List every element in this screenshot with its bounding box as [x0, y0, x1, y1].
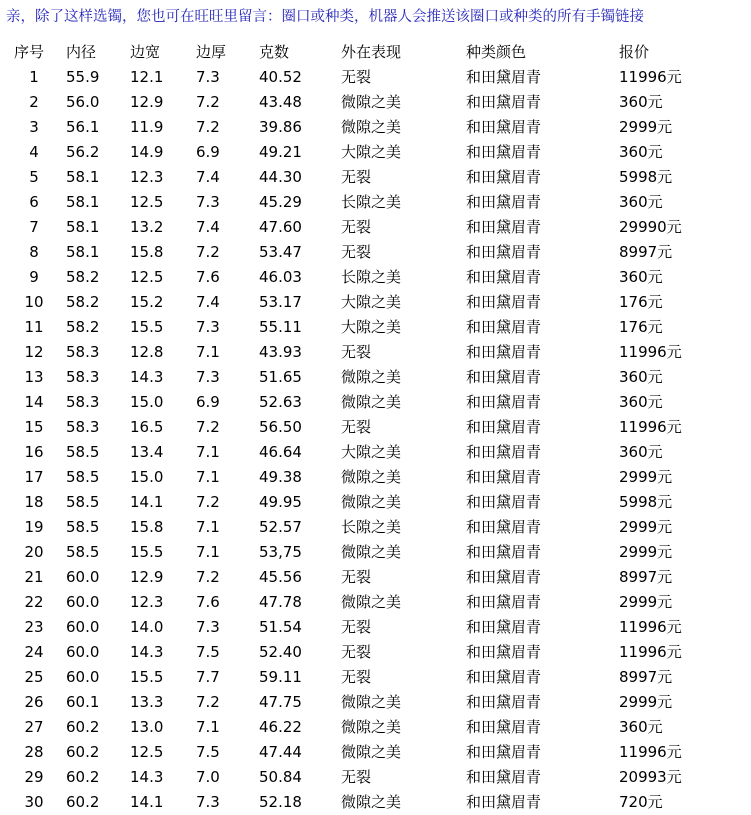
cell-width: 12.5 [130, 193, 164, 211]
cell-price: 8997元 [619, 243, 673, 261]
table-row [0, 565, 751, 590]
cell-appearance: 无裂 [341, 343, 372, 361]
bracelet-table [0, 40, 751, 815]
cell-index: 11 [24, 318, 44, 336]
cell-type-color: 和田黛眉青 [466, 368, 542, 386]
table-row [0, 415, 751, 440]
cell-type-color: 和田黛眉青 [466, 268, 542, 286]
cell-appearance: 大隙之美 [341, 143, 402, 161]
cell-type-color: 和田黛眉青 [466, 418, 542, 436]
cell-type-color: 和田黛眉青 [466, 343, 542, 361]
cell-width: 13.4 [130, 443, 164, 461]
table-row [0, 390, 751, 415]
cell-index: 12 [24, 343, 44, 361]
table-row [0, 240, 751, 265]
cell-appearance: 大隙之美 [341, 318, 402, 336]
cell-price: 2999元 [619, 518, 673, 536]
cell-width: 13.3 [130, 693, 164, 711]
cell-price: 11996元 [619, 68, 682, 86]
cell-weight: 45.56 [259, 568, 302, 586]
table-row [0, 640, 751, 665]
table-row [0, 315, 751, 340]
table-row [0, 440, 751, 465]
cell-index: 27 [24, 718, 44, 736]
cell-weight: 47.78 [259, 593, 302, 611]
cell-weight: 49.38 [259, 468, 302, 486]
cell-weight: 53.17 [259, 293, 302, 311]
col-header-thickness: 边厚 [196, 43, 227, 61]
cell-thickness: 6.9 [196, 393, 220, 411]
cell-thickness: 7.2 [196, 693, 220, 711]
table-row [0, 540, 751, 565]
cell-type-color: 和田黛眉青 [466, 593, 542, 611]
cell-inner-diameter: 58.3 [66, 368, 100, 386]
cell-price: 360元 [619, 93, 663, 111]
cell-thickness: 7.6 [196, 593, 220, 611]
cell-type-color: 和田黛眉青 [466, 118, 542, 136]
cell-weight: 53.47 [259, 243, 302, 261]
cell-type-color: 和田黛眉青 [466, 318, 542, 336]
col-header-index: 序号 [14, 43, 45, 61]
cell-width: 15.5 [130, 318, 164, 336]
cell-price: 11996元 [619, 618, 682, 636]
cell-type-color: 和田黛眉青 [466, 468, 542, 486]
cell-index: 18 [24, 493, 44, 511]
table-row [0, 465, 751, 490]
table-row [0, 65, 751, 90]
cell-weight: 53,75 [259, 543, 302, 561]
table-row [0, 340, 751, 365]
cell-weight: 46.03 [259, 268, 302, 286]
cell-inner-diameter: 58.3 [66, 418, 100, 436]
cell-type-color: 和田黛眉青 [466, 693, 542, 711]
cell-inner-diameter: 60.0 [66, 593, 100, 611]
cell-weight: 44.30 [259, 168, 302, 186]
cell-thickness: 7.1 [196, 518, 220, 536]
cell-weight: 40.52 [259, 68, 302, 86]
cell-price: 360元 [619, 443, 663, 461]
cell-inner-diameter: 56.1 [66, 118, 100, 136]
cell-thickness: 7.7 [196, 668, 220, 686]
cell-appearance: 大隙之美 [341, 293, 402, 311]
cell-width: 12.5 [130, 743, 164, 761]
cell-inner-diameter: 60.2 [66, 793, 100, 811]
cell-type-color: 和田黛眉青 [466, 493, 542, 511]
cell-index: 4 [29, 143, 39, 161]
cell-thickness: 7.1 [196, 718, 220, 736]
col-header-inner-diameter: 内径 [66, 43, 97, 61]
notice-text: 亲，除了这样选镯，您也可在旺旺里留言：圈口或种类，机器人会推送该圈口或种类的所有手镯链接 [6, 9, 644, 25]
cell-price: 360元 [619, 143, 663, 161]
table-header [0, 40, 751, 65]
cell-type-color: 和田黛眉青 [466, 68, 542, 86]
table-row [0, 790, 751, 815]
cell-width: 15.8 [130, 243, 164, 261]
cell-inner-diameter: 56.2 [66, 143, 100, 161]
cell-thickness: 7.3 [196, 618, 220, 636]
table-row [0, 215, 751, 240]
cell-type-color: 和田黛眉青 [466, 518, 542, 536]
cell-width: 12.5 [130, 268, 164, 286]
cell-inner-diameter: 56.0 [66, 93, 100, 111]
cell-thickness: 7.4 [196, 218, 220, 236]
cell-weight: 52.63 [259, 393, 302, 411]
cell-width: 14.1 [130, 493, 164, 511]
cell-weight: 49.21 [259, 143, 302, 161]
cell-appearance: 无裂 [341, 418, 372, 436]
cell-weight: 52.40 [259, 643, 302, 661]
table-row [0, 265, 751, 290]
cell-index: 29 [24, 768, 44, 786]
cell-thickness: 7.1 [196, 543, 220, 561]
cell-width: 16.5 [130, 418, 164, 436]
cell-price: 8997元 [619, 668, 673, 686]
cell-appearance: 微隙之美 [341, 368, 402, 386]
cell-thickness: 7.2 [196, 493, 220, 511]
cell-price: 8997元 [619, 568, 673, 586]
cell-appearance: 微隙之美 [341, 118, 402, 136]
cell-type-color: 和田黛眉青 [466, 193, 542, 211]
cell-appearance: 微隙之美 [341, 743, 402, 761]
table-row [0, 715, 751, 740]
cell-type-color: 和田黛眉青 [466, 218, 542, 236]
table-row [0, 490, 751, 515]
table-row [0, 140, 751, 165]
cell-type-color: 和田黛眉青 [466, 768, 542, 786]
cell-thickness: 7.3 [196, 193, 220, 211]
cell-thickness: 7.2 [196, 243, 220, 261]
cell-index: 7 [29, 218, 39, 236]
cell-width: 12.1 [130, 68, 164, 86]
cell-weight: 47.44 [259, 743, 302, 761]
cell-price: 176元 [619, 318, 663, 336]
cell-width: 14.3 [130, 643, 164, 661]
cell-inner-diameter: 55.9 [66, 68, 100, 86]
cell-appearance: 无裂 [341, 218, 372, 236]
col-header-weight: 克数 [259, 43, 290, 61]
table-row [0, 290, 751, 315]
cell-thickness: 7.3 [196, 68, 220, 86]
cell-thickness: 7.2 [196, 568, 220, 586]
cell-type-color: 和田黛眉青 [466, 793, 542, 811]
cell-appearance: 无裂 [341, 768, 372, 786]
cell-type-color: 和田黛眉青 [466, 568, 542, 586]
cell-inner-diameter: 58.2 [66, 318, 100, 336]
cell-type-color: 和田黛眉青 [466, 443, 542, 461]
cell-width: 13.0 [130, 718, 164, 736]
cell-inner-diameter: 58.5 [66, 443, 100, 461]
cell-appearance: 无裂 [341, 168, 372, 186]
cell-index: 16 [24, 443, 44, 461]
cell-width: 15.2 [130, 293, 164, 311]
cell-inner-diameter: 60.1 [66, 693, 100, 711]
cell-thickness: 7.1 [196, 443, 220, 461]
cell-type-color: 和田黛眉青 [466, 718, 542, 736]
cell-index: 9 [29, 268, 39, 286]
cell-width: 14.0 [130, 618, 164, 636]
cell-price: 360元 [619, 268, 663, 286]
cell-type-color: 和田黛眉青 [466, 643, 542, 661]
cell-weight: 51.65 [259, 368, 302, 386]
cell-inner-diameter: 58.2 [66, 268, 100, 286]
cell-index: 15 [24, 418, 44, 436]
cell-index: 13 [24, 368, 44, 386]
cell-thickness: 7.3 [196, 793, 220, 811]
cell-type-color: 和田黛眉青 [466, 243, 542, 261]
cell-index: 19 [24, 518, 44, 536]
cell-width: 14.3 [130, 768, 164, 786]
cell-weight: 59.11 [259, 668, 302, 686]
cell-index: 20 [24, 543, 44, 561]
col-header-price: 报价 [619, 43, 650, 61]
cell-index: 24 [24, 643, 44, 661]
cell-index: 5 [29, 168, 39, 186]
cell-inner-diameter: 58.5 [66, 543, 100, 561]
cell-type-color: 和田黛眉青 [466, 393, 542, 411]
cell-index: 6 [29, 193, 39, 211]
table-row [0, 665, 751, 690]
cell-weight: 50.84 [259, 768, 302, 786]
cell-appearance: 无裂 [341, 68, 372, 86]
table-row [0, 365, 751, 390]
cell-price: 5998元 [619, 493, 673, 511]
cell-appearance: 微隙之美 [341, 793, 402, 811]
cell-inner-diameter: 60.2 [66, 743, 100, 761]
cell-thickness: 7.2 [196, 418, 220, 436]
cell-inner-diameter: 58.2 [66, 293, 100, 311]
cell-thickness: 7.4 [196, 293, 220, 311]
cell-width: 12.9 [130, 568, 164, 586]
cell-index: 25 [24, 668, 44, 686]
cell-inner-diameter: 60.0 [66, 643, 100, 661]
cell-inner-diameter: 60.2 [66, 718, 100, 736]
cell-price: 2999元 [619, 118, 673, 136]
cell-weight: 52.57 [259, 518, 302, 536]
cell-price: 11996元 [619, 643, 682, 661]
cell-width: 14.1 [130, 793, 164, 811]
cell-inner-diameter: 60.0 [66, 668, 100, 686]
cell-price: 29990元 [619, 218, 682, 236]
cell-width: 14.3 [130, 368, 164, 386]
cell-width: 12.9 [130, 93, 164, 111]
cell-price: 11996元 [619, 343, 682, 361]
cell-price: 2999元 [619, 543, 673, 561]
table-row [0, 740, 751, 765]
cell-appearance: 微隙之美 [341, 93, 402, 111]
table-row [0, 90, 751, 115]
table-row [0, 615, 751, 640]
cell-weight: 46.64 [259, 443, 302, 461]
cell-inner-diameter: 58.1 [66, 243, 100, 261]
col-header-width: 边宽 [130, 43, 161, 61]
cell-price: 720元 [619, 793, 663, 811]
cell-index: 14 [24, 393, 44, 411]
cell-price: 20993元 [619, 768, 682, 786]
cell-weight: 46.22 [259, 718, 302, 736]
cell-width: 15.5 [130, 668, 164, 686]
cell-thickness: 7.4 [196, 168, 220, 186]
cell-appearance: 微隙之美 [341, 593, 402, 611]
cell-appearance: 长隙之美 [341, 518, 402, 536]
cell-weight: 49.95 [259, 493, 302, 511]
cell-price: 360元 [619, 393, 663, 411]
cell-appearance: 微隙之美 [341, 393, 402, 411]
table-row [0, 165, 751, 190]
cell-weight: 39.86 [259, 118, 302, 136]
cell-width: 12.3 [130, 593, 164, 611]
cell-appearance: 微隙之美 [341, 493, 402, 511]
cell-inner-diameter: 58.5 [66, 468, 100, 486]
cell-price: 11996元 [619, 418, 682, 436]
cell-inner-diameter: 60.2 [66, 768, 100, 786]
cell-type-color: 和田黛眉青 [466, 618, 542, 636]
cell-thickness: 7.5 [196, 643, 220, 661]
cell-width: 12.3 [130, 168, 164, 186]
cell-index: 30 [24, 793, 44, 811]
cell-price: 360元 [619, 368, 663, 386]
cell-thickness: 7.1 [196, 343, 220, 361]
cell-appearance: 无裂 [341, 618, 372, 636]
cell-type-color: 和田黛眉青 [466, 293, 542, 311]
cell-thickness: 7.2 [196, 118, 220, 136]
cell-price: 176元 [619, 293, 663, 311]
cell-appearance: 微隙之美 [341, 693, 402, 711]
cell-index: 8 [29, 243, 39, 261]
table-row [0, 190, 751, 215]
cell-thickness: 7.3 [196, 368, 220, 386]
cell-price: 360元 [619, 193, 663, 211]
cell-thickness: 7.6 [196, 268, 220, 286]
table-row [0, 690, 751, 715]
cell-index: 23 [24, 618, 44, 636]
cell-appearance: 长隙之美 [341, 193, 402, 211]
cell-type-color: 和田黛眉青 [466, 143, 542, 161]
cell-index: 3 [29, 118, 39, 136]
cell-price: 2999元 [619, 468, 673, 486]
cell-index: 28 [24, 743, 44, 761]
cell-width: 15.8 [130, 518, 164, 536]
cell-thickness: 7.2 [196, 93, 220, 111]
cell-width: 15.0 [130, 468, 164, 486]
cell-weight: 45.29 [259, 193, 302, 211]
table-row [0, 590, 751, 615]
cell-appearance: 长隙之美 [341, 268, 402, 286]
cell-index: 1 [29, 68, 39, 86]
cell-index: 22 [24, 593, 44, 611]
cell-inner-diameter: 58.1 [66, 218, 100, 236]
cell-index: 17 [24, 468, 44, 486]
cell-weight: 47.75 [259, 693, 302, 711]
cell-inner-diameter: 58.3 [66, 343, 100, 361]
cell-appearance: 微隙之美 [341, 718, 402, 736]
cell-price: 5998元 [619, 168, 673, 186]
cell-thickness: 7.5 [196, 743, 220, 761]
cell-price: 11996元 [619, 743, 682, 761]
cell-inner-diameter: 60.0 [66, 568, 100, 586]
cell-width: 11.9 [130, 118, 164, 136]
cell-weight: 47.60 [259, 218, 302, 236]
cell-inner-diameter: 60.0 [66, 618, 100, 636]
cell-thickness: 7.0 [196, 768, 220, 786]
cell-thickness: 7.1 [196, 468, 220, 486]
cell-index: 21 [24, 568, 44, 586]
cell-weight: 52.18 [259, 793, 302, 811]
cell-thickness: 7.3 [196, 318, 220, 336]
cell-type-color: 和田黛眉青 [466, 743, 542, 761]
cell-inner-diameter: 58.5 [66, 493, 100, 511]
cell-index: 2 [29, 93, 39, 111]
cell-type-color: 和田黛眉青 [466, 93, 542, 111]
cell-index: 26 [24, 693, 44, 711]
cell-width: 12.8 [130, 343, 164, 361]
cell-weight: 43.93 [259, 343, 302, 361]
cell-width: 14.9 [130, 143, 164, 161]
cell-weight: 51.54 [259, 618, 302, 636]
cell-type-color: 和田黛眉青 [466, 543, 542, 561]
cell-width: 15.5 [130, 543, 164, 561]
cell-appearance: 无裂 [341, 668, 372, 686]
cell-type-color: 和田黛眉青 [466, 168, 542, 186]
cell-width: 13.2 [130, 218, 164, 236]
cell-price: 360元 [619, 718, 663, 736]
cell-weight: 56.50 [259, 418, 302, 436]
cell-type-color: 和田黛眉青 [466, 668, 542, 686]
cell-width: 15.0 [130, 393, 164, 411]
cell-appearance: 大隙之美 [341, 443, 402, 461]
cell-inner-diameter: 58.3 [66, 393, 100, 411]
table-row [0, 115, 751, 140]
cell-price: 2999元 [619, 693, 673, 711]
cell-inner-diameter: 58.1 [66, 193, 100, 211]
cell-price: 2999元 [619, 593, 673, 611]
cell-inner-diameter: 58.5 [66, 518, 100, 536]
table-row [0, 515, 751, 540]
cell-appearance: 无裂 [341, 643, 372, 661]
col-header-type-color: 种类颜色 [466, 43, 527, 61]
cell-appearance: 微隙之美 [341, 468, 402, 486]
cell-thickness: 6.9 [196, 143, 220, 161]
cell-appearance: 微隙之美 [341, 543, 402, 561]
cell-inner-diameter: 58.1 [66, 168, 100, 186]
cell-weight: 55.11 [259, 318, 302, 336]
table-row [0, 765, 751, 790]
col-header-appearance: 外在表现 [341, 43, 402, 61]
cell-appearance: 无裂 [341, 568, 372, 586]
cell-index: 10 [24, 293, 44, 311]
cell-weight: 43.48 [259, 93, 302, 111]
cell-appearance: 无裂 [341, 243, 372, 261]
